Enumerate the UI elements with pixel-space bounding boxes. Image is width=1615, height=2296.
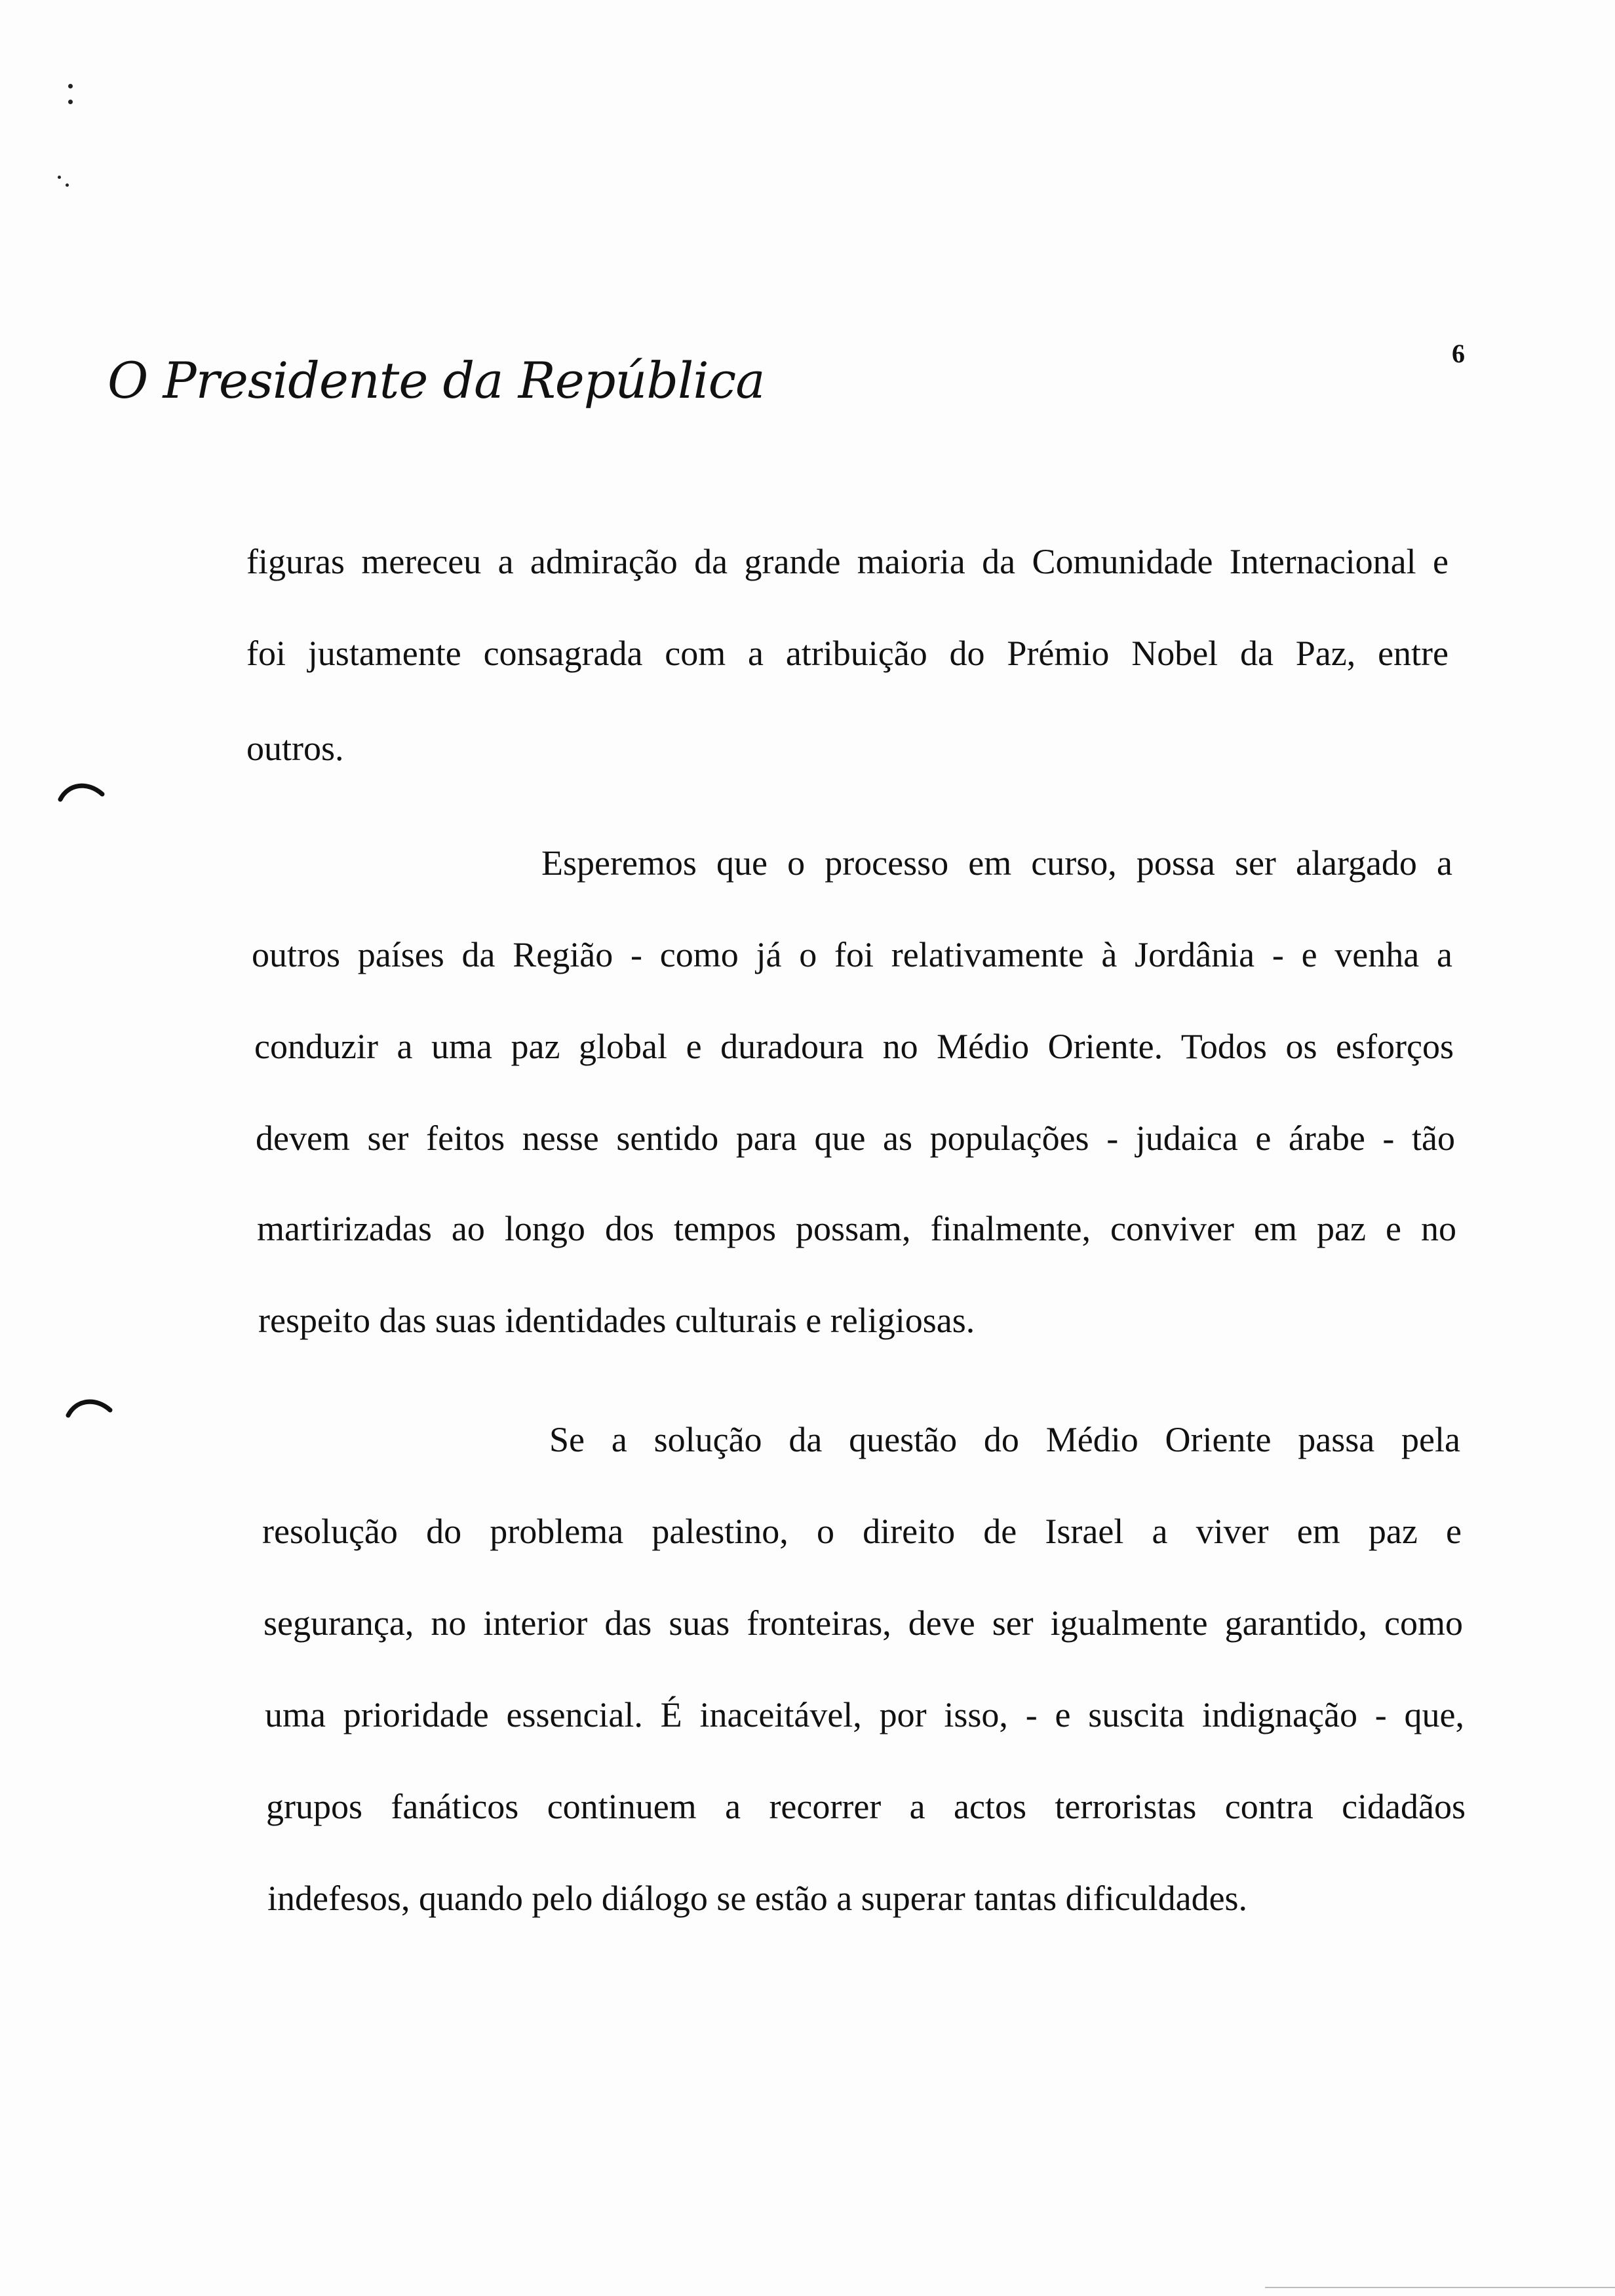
paragraph-2-line-6: respeito das suas identidades culturais e religiosas.	[258, 1301, 975, 1340]
paragraph-3-line-3: segurança, no interior das suas fronteiras, deve ser igualmente garantido, como	[263, 1603, 1463, 1643]
letterhead-script	[105, 337, 765, 423]
scan-edge-line	[1265, 2287, 1615, 2288]
paragraph-2-line-1: Esperemos que o processo em curso, possa ser alargado a	[541, 843, 1452, 883]
paragraph-1-line-1: figuras mereceu a admiração da grande maioria da Comunidade Internacional e	[246, 542, 1449, 581]
paragraph-2-line-4: devem ser feitos nesse sentido para que as populações - judaica e árabe - tão	[256, 1119, 1455, 1158]
paragraph-1-line-3: outros.	[246, 729, 344, 768]
scan-speck	[68, 84, 73, 88]
page-number: 6	[1452, 339, 1465, 368]
paragraph-3-line-5: grupos fanáticos continuem a recorrer a actos terroristas contra cidadãos	[266, 1787, 1466, 1826]
paragraph-3-line-1: Se a solução da questão do Médio Oriente passa pela	[549, 1420, 1460, 1459]
paragraph-2-line-3: conduzir a uma paz global e duradoura no Médio Oriente. Todos os esforços	[254, 1027, 1454, 1066]
scan-speck	[58, 176, 61, 179]
paragraph-3-line-2: resolução do problema palestino, o direito de Israel a viver em paz e	[262, 1512, 1462, 1551]
scan-speck	[68, 100, 73, 104]
paragraph-3-line-4: uma prioridade essencial. É inaceitável, por isso, - e suscita indignação - que,	[265, 1695, 1464, 1734]
scan-speck	[66, 183, 69, 187]
paragraph-2-line-5: martirizadas ao longo dos tempos possam, finalmente, conviver em paz e no	[257, 1209, 1456, 1248]
svg-text:O Presidente da República: O Presidente da República	[107, 351, 765, 410]
paragraph-2-line-2: outros países da Região - como já o foi relativamente à Jordânia - e venha a	[252, 935, 1452, 974]
margin-arc-mark	[55, 780, 107, 806]
margin-arc-mark	[63, 1396, 115, 1422]
paragraph-3-line-6: indefesos, quando pelo diálogo se estão a superar tantas dificuldades.	[267, 1879, 1248, 1918]
paragraph-1-line-2: foi justamente consagrada com a atribuição do Prémio Nobel da Paz, entre	[246, 634, 1449, 673]
